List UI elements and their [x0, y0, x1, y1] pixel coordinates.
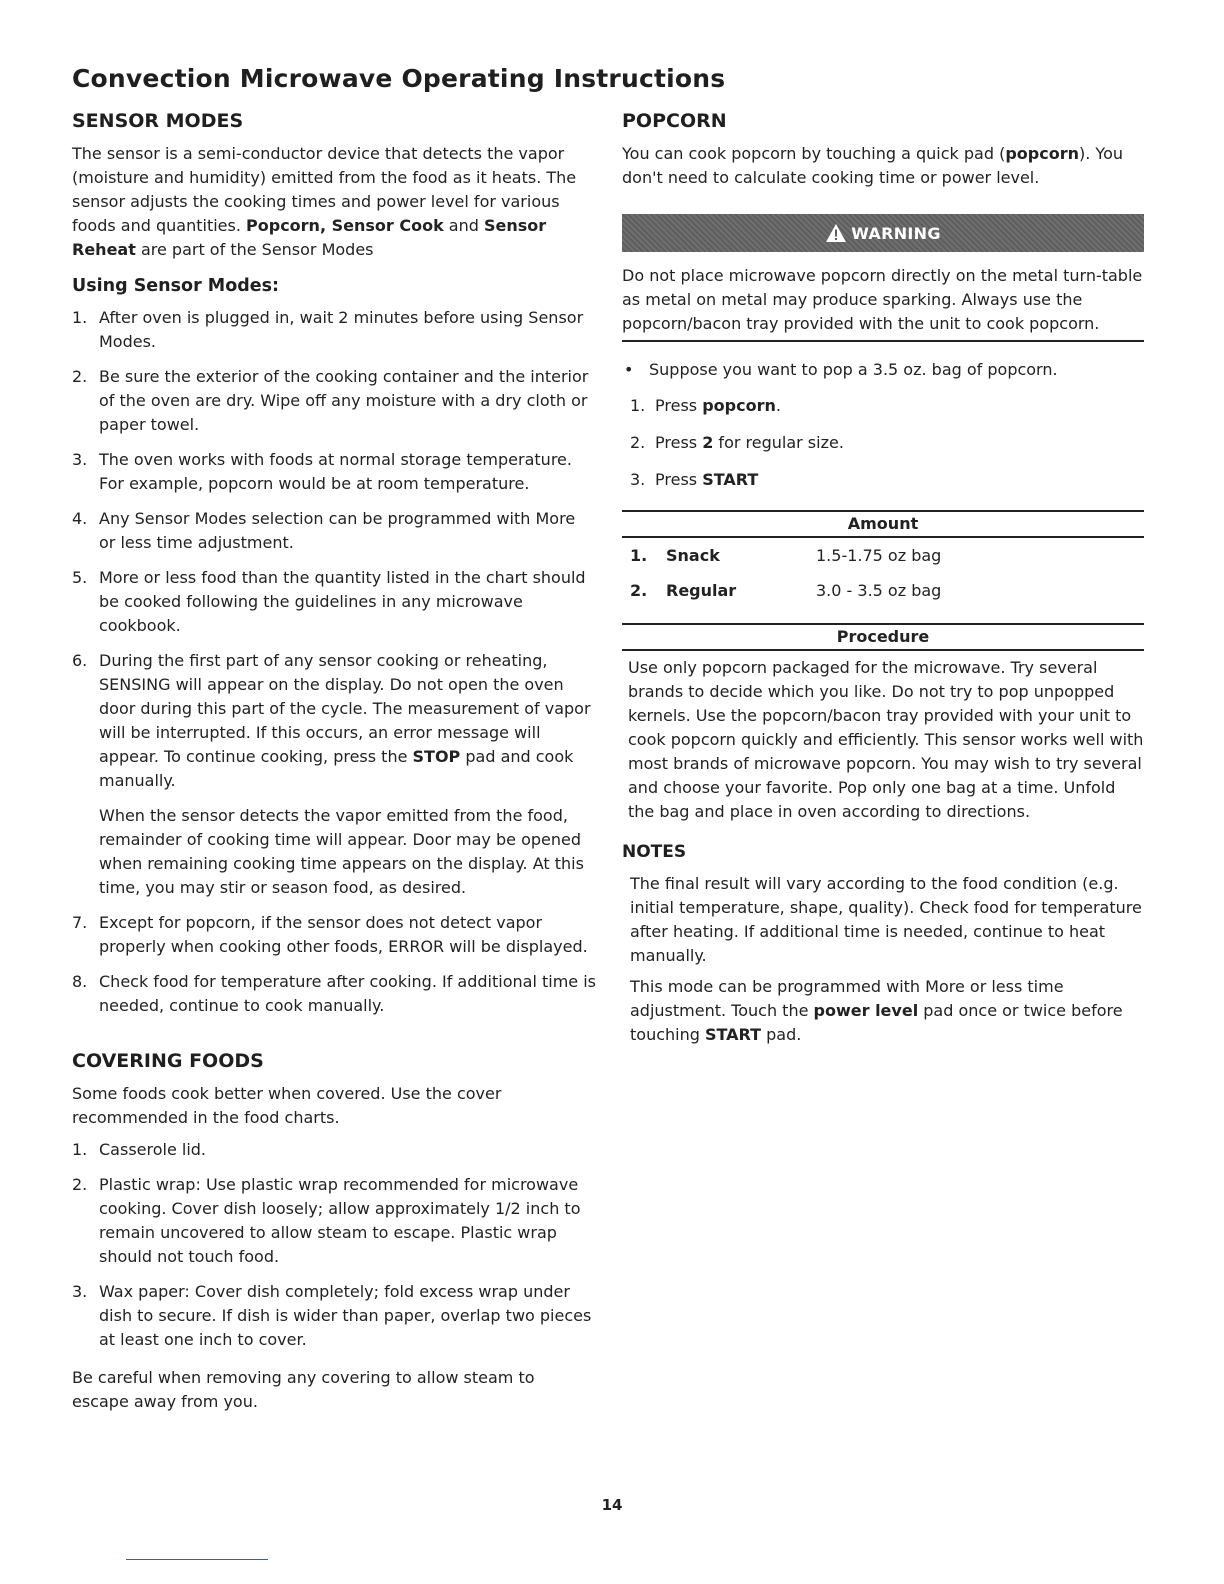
- amount-table: [622, 510, 1144, 603]
- notes-paragraph-1: The final result will vary according to the food condition (e.g. initial temperature, shape, quality). Check food for temperature after heating. If additional time is needed, continue to heat manually.: [630, 874, 1142, 965]
- sensor-steps-list: [72, 306, 596, 1018]
- sensor-modes-intro: The sensor is a semi-conductor device that detects the vapor (moisture and humidity) emitted from the food as it heats. The sensor adjusts the cooking times and power level for various foods and quantities. Popcorn, Sensor Cook and Sensor Reheat are part of the Sensor Modes: [72, 144, 577, 259]
- list-item: 3. Press START: [630, 470, 759, 489]
- covering-steps-list: [72, 1138, 596, 1352]
- page-number: 14: [601, 1496, 623, 1514]
- procedure-block: [622, 623, 1144, 824]
- warning-divider: [622, 340, 1144, 342]
- list-item: 2. Plastic wrap: Use plastic wrap recommended for microwave cooking. Cover dish loosely; allow approximately 1/2 inch to remain uncovered to allow steam to escape. Plastic wrap should not touch food.: [72, 1175, 581, 1266]
- covering-foods-section: [72, 1050, 596, 1414]
- list-item: 2. Press 2 for regular size.: [630, 433, 844, 452]
- list-item: 3. Wax paper: Cover dish completely; fold excess wrap under dish to secure. If dish is wider than paper, overlap two pieces at least one inch to cover.: [72, 1282, 592, 1349]
- covering-foods-closing: Be careful when removing any covering to allow steam to escape away from you.: [72, 1368, 535, 1411]
- list-item: 8. Check food for temperature after cooking. If additional time is needed, continue to cook manually.: [72, 972, 596, 1015]
- popcorn-steps-list: [622, 394, 1144, 492]
- warning-banner: [622, 214, 1144, 252]
- list-item: 2. Be sure the exterior of the cooking container and the interior of the oven are dry. Wipe off any moisture with a dry cloth or paper towel.: [72, 367, 589, 434]
- notes-section: [622, 842, 1144, 1047]
- list-item: 3. The oven works with foods at normal storage temperature. For example, popcorn would be at room temperature.: [72, 450, 572, 493]
- warning-triangle-icon: [825, 223, 847, 243]
- left-column: [72, 110, 596, 1414]
- sensor-modes-section: [72, 110, 596, 1018]
- popcorn-intro: You can cook popcorn by touching a quick pad (popcorn). You don't need to calculate cooking time or power level.: [622, 144, 1123, 187]
- bullet-icon: •: [624, 360, 634, 379]
- page-title: Convection Microwave Operating Instructions: [72, 64, 726, 93]
- procedure-header: Procedure: [622, 623, 1144, 651]
- warning-label: WARNING: [851, 223, 941, 243]
- list-item: 1. Press popcorn.: [630, 396, 781, 415]
- sensor-modes-heading: SENSOR MODES: [72, 110, 244, 132]
- covering-foods-intro: Some foods cook better when covered. Use the cover recommended in the food charts.: [72, 1084, 502, 1127]
- popcorn-heading: POPCORN: [622, 110, 727, 132]
- sensor-step-6-note: When the sensor detects the vapor emitted from the food, remainder of cooking time will appear. Door may be opened when remaining cooking time appears on the display. At this time, you may stir or season food, as desired.: [99, 806, 584, 897]
- table-row: 2. Regular 3.0 - 3.5 oz bag: [630, 581, 942, 600]
- amount-header: Amount: [622, 510, 1144, 538]
- list-item: 1. Casserole lid.: [72, 1140, 207, 1159]
- using-sensor-modes-heading: Using Sensor Modes:: [72, 276, 280, 296]
- right-column: [622, 110, 1144, 1047]
- list-item: 6. During the first part of any sensor cooking or reheating, SENSING will appear on the display. Do not open the oven door during this part of the cycle. The measurement of vapor will be interrupted. If this occurs, an error message will appear. To continue cooking, press the STOP pad and cook manually. When the sensor detects the vapor emitted from the food, remainder of cooking time will appear. Door may be opened when remaining cooking time appears on the display. At this time, you may stir or season food, as desired.: [72, 649, 596, 900]
- list-item: 4. Any Sensor Modes selection can be programmed with More or less time adjustment.: [72, 509, 576, 552]
- bottom-rule: [126, 1559, 268, 1560]
- notes-heading: NOTES: [622, 842, 687, 862]
- table-row: 1. Snack 1.5-1.75 oz bag: [630, 546, 942, 565]
- list-item: 5. More or less food than the quantity listed in the chart should be cooked following the guidelines in any microwave cookbook.: [72, 568, 586, 635]
- notes-paragraph-2: This mode can be programmed with More or less time adjustment. Touch the power level pad once or twice before touching START pad.: [630, 977, 1123, 1044]
- list-item: 1. After oven is plugged in, wait 2 minutes before using Sensor Modes.: [72, 308, 584, 351]
- warning-text: Do not place microwave popcorn directly on the metal turn-table as metal on metal may produce sparking. Always use the popcorn/bacon tray provided with the unit to cook popcorn.: [622, 266, 1143, 333]
- popcorn-section: [622, 110, 1144, 824]
- list-item: 7. Except for popcorn, if the sensor does not detect vapor properly when cooking other foods, ERROR will be displayed.: [72, 913, 588, 956]
- covering-foods-heading: COVERING FOODS: [72, 1050, 264, 1072]
- procedure-text: Use only popcorn packaged for the microwave. Try several brands to decide which you like. Do not try to pop unpopped kernels. Use the popcorn/bacon tray provided with your unit to cook popcorn quickly and efficiently. This sensor works well with most brands of microwave popcorn. You may wish to try several and choose your favorite. Pop only one bag at a time. Unfold the bag and place in oven according to directions.: [628, 658, 1144, 821]
- popcorn-example-bullet: • Suppose you want to pop a 3.5 oz. bag of popcorn.: [622, 358, 1144, 382]
